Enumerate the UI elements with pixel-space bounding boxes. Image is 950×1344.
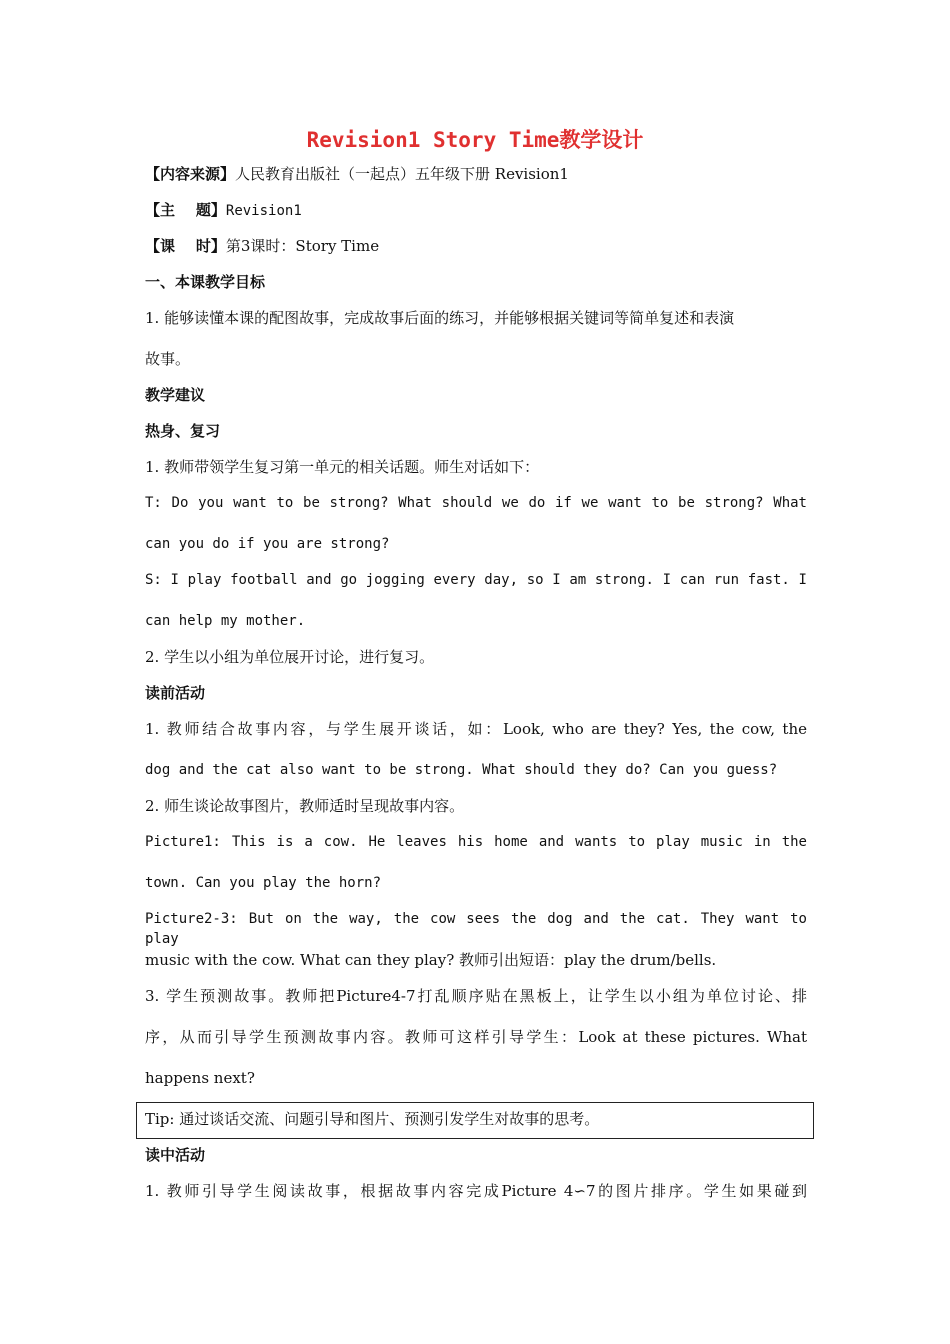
- section-heading-goals: 一、本课教学目标: [145, 273, 266, 291]
- dialog-student-line-2: can help my mother.: [145, 613, 306, 629]
- section-heading-warmup: 热身、复习: [145, 422, 221, 440]
- document-title: Revision1 Story Time教学设计: [306, 128, 644, 152]
- meta-period-label: 【课 时】: [145, 237, 226, 255]
- goal-line-2: 故事。: [145, 350, 191, 368]
- section-heading-advice: 教学建议: [145, 386, 206, 404]
- prereading-a1-line-1: 1. 教师结合故事内容，与学生展开谈话，如：Look, who are they? Yes, the cow, the: [145, 720, 807, 738]
- prereading-a3-line-1: 3. 学生预测故事。教师把Picture4-7打乱顺序贴在黑板上，让学生以小组为单位讨论、排: [145, 987, 807, 1005]
- prereading-a2: 2. 师生谈论故事图片，教师适时呈现故事内容。: [145, 797, 465, 815]
- goal-line-1: 1. 能够读懂本课的配图故事，完成故事后面的练习，并能够根据关键词等简单复述和表演: [145, 309, 735, 327]
- meta-source-value: 人民教育出版社（一起点）五年级下册 Revision1: [235, 165, 569, 183]
- tip-text: Tip: 通过谈话交流、问题引导和图片、预测引发学生对故事的思考。: [145, 1110, 600, 1128]
- dialog-teacher-line-2: can you do if you are strong?: [145, 536, 390, 552]
- dialog-student-line-1: S: I play football and go jogging every day, so I am strong. I can run fast. I: [145, 572, 807, 588]
- dialog-teacher-line-1: T: Do you want to be strong? What should we do if we want to be strong? What: [145, 495, 807, 511]
- prereading-a1-line-2: dog and the cat also want to be strong. What should they do? Can you guess?: [145, 762, 778, 778]
- meta-period-value: 第3课时：Story Time: [225, 237, 380, 255]
- meta-period: [145, 236, 807, 256]
- meta-source: [145, 164, 807, 184]
- warmup-line-2: 2. 学生以小组为单位展开讨论，进行复习。: [145, 648, 435, 666]
- tip-box: [136, 1102, 814, 1139]
- prereading-a3-line-3: happens next?: [145, 1069, 255, 1087]
- warmup-line-1: 1. 教师带领学生复习第一单元的相关话题。师生对话如下：: [145, 458, 540, 476]
- meta-topic-label: 【主 题】: [145, 201, 226, 219]
- prereading-a3-line-2: 序，从而引导学生预测故事内容。教师可这样引导学生：Look at these pictures. What: [145, 1028, 807, 1046]
- picture1-line-2: town. Can you play the horn?: [145, 875, 382, 891]
- meta-topic-value: Revision1: [225, 203, 302, 219]
- picture23-line-1: Picture2-3: But on the way, the cow sees the dog and the cat. They want to play: [145, 911, 807, 947]
- meta-source-label: 【内容来源】: [145, 165, 236, 183]
- picture1-line-1: Picture1: This is a cow. He leaves his home and wants to play music in the: [145, 834, 807, 850]
- section-heading-prereading: 读前活动: [145, 684, 206, 702]
- picture23-line-2: music with the cow. What can they play? 教师引出短语：play the drum/bells.: [145, 951, 717, 969]
- section-heading-whilereading: 读中活动: [145, 1146, 206, 1164]
- meta-topic: [145, 200, 807, 221]
- whilereading-line-1: 1. 教师引导学生阅读故事，根据故事内容完成Picture 4∽7的图片排序。学生如果碰到: [145, 1182, 807, 1200]
